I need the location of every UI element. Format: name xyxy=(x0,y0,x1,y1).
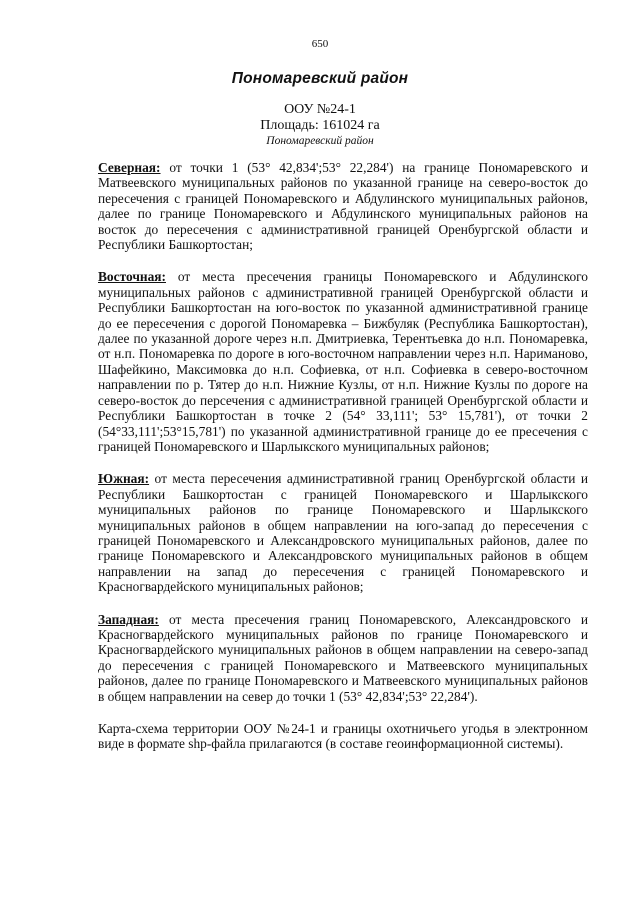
closing-paragraph: Карта-схема территории ООУ №24-1 и границы охотничьего угодья в электронном виде в формате shp-файла прилагаются (в составе геоинформационной системы). xyxy=(98,721,588,752)
boundary-text-east: от места пресечения границы Пономаревского и Абдулинского муниципальных районов с административной границей Оренбургской области и Республики Башкортостан на юго-восток по указанной административной границе до ее пересечения с дорогой Пономаревка – Бижбуляк (Республика Башкортостан), далее по указанной дороге через н.п. Дмитриевка, Терентьевка до н.п. Пономаревка, от н.п. Пономаревка по дороге в юго-восточном направлении через н.п. Нариманово, Шафейкино, Максимовка до н.п. Софиевка, от н.п. Софиевка в северо-восточном направлении по р. Тятер до н.п. Нижние Кузлы, от н.п. Нижние Кузлы по дороге на северо-восток до персечения с административной границей Оренбургской области и Республики Башкортостан в точке 2 (54° 33,111'; 53° 15,781'), от точки 2 (54°33,111';53°15,781') по указанной административной границе до ее пресечения с границей Пономаревского и Шарлыкского муниципальных районов; xyxy=(98,269,588,454)
oou-number: ООУ №24-1 xyxy=(284,102,356,117)
boundary-north xyxy=(98,160,588,252)
boundary-label-north: Северная: xyxy=(98,160,161,175)
boundary-west xyxy=(98,612,588,704)
boundary-label-east: Восточная: xyxy=(98,269,166,285)
document-header xyxy=(0,70,640,148)
area-value: Площадь: 161024 га xyxy=(260,118,380,133)
boundary-text-west: от места пресечения границ Пономаревского, Александровского и Красногвардейского муниципальных районов по границе Пономаревского и Красногвардейского муниципальных районов в общем направлении на северо-запад до пересечения с границей Пономаревского и Матвеевского муниципальных районов, далее по границе Пономаревского и Матвеевского муниципальных районов в общем направлении на север до точки 1 (53° 42,834';53° 22,284'). xyxy=(98,611,588,704)
page-number: 650 xyxy=(311,38,329,50)
district-subtitle: Пономаревский район xyxy=(266,135,374,147)
boundary-text-north: от точки 1 (53° 42,834';53° 22,284') на границе Пономаревского и Матвеевского муниципальных районов по указанной границе на северо-восток до пересечения с границей Пономаревского и Абдулинского муниципальных районов, далее по границе Пономаревского и Абдулинского муниципальных районов на восток до пересечения с административной границей Оренбургской области и Республики Башкортостан; xyxy=(98,160,588,253)
boundary-description xyxy=(98,160,588,769)
boundary-label-south: Южная: xyxy=(98,471,150,487)
boundary-label-west: Западная: xyxy=(98,611,159,627)
district-title: Пономаревский район xyxy=(231,70,409,87)
boundary-south xyxy=(98,471,588,594)
boundary-east xyxy=(98,269,588,454)
boundary-text-south: от места пересечения административной границ Оренбургской области и Республики Башкортостан с границей Пономаревского и Шарлыкского муниципальных районов по границе Пономаревского и Шарлыкского муниципальных районов в общем направлении на юго-запад до пересечения с границей Пономаревского и Александровского муниципальных районов, далее по границе Пономаревского и Александровского муниципальных районов в общем направлении на запад до пересечения с границей Пономаревского и Красногвардейского муниципальных районов; xyxy=(98,471,588,595)
